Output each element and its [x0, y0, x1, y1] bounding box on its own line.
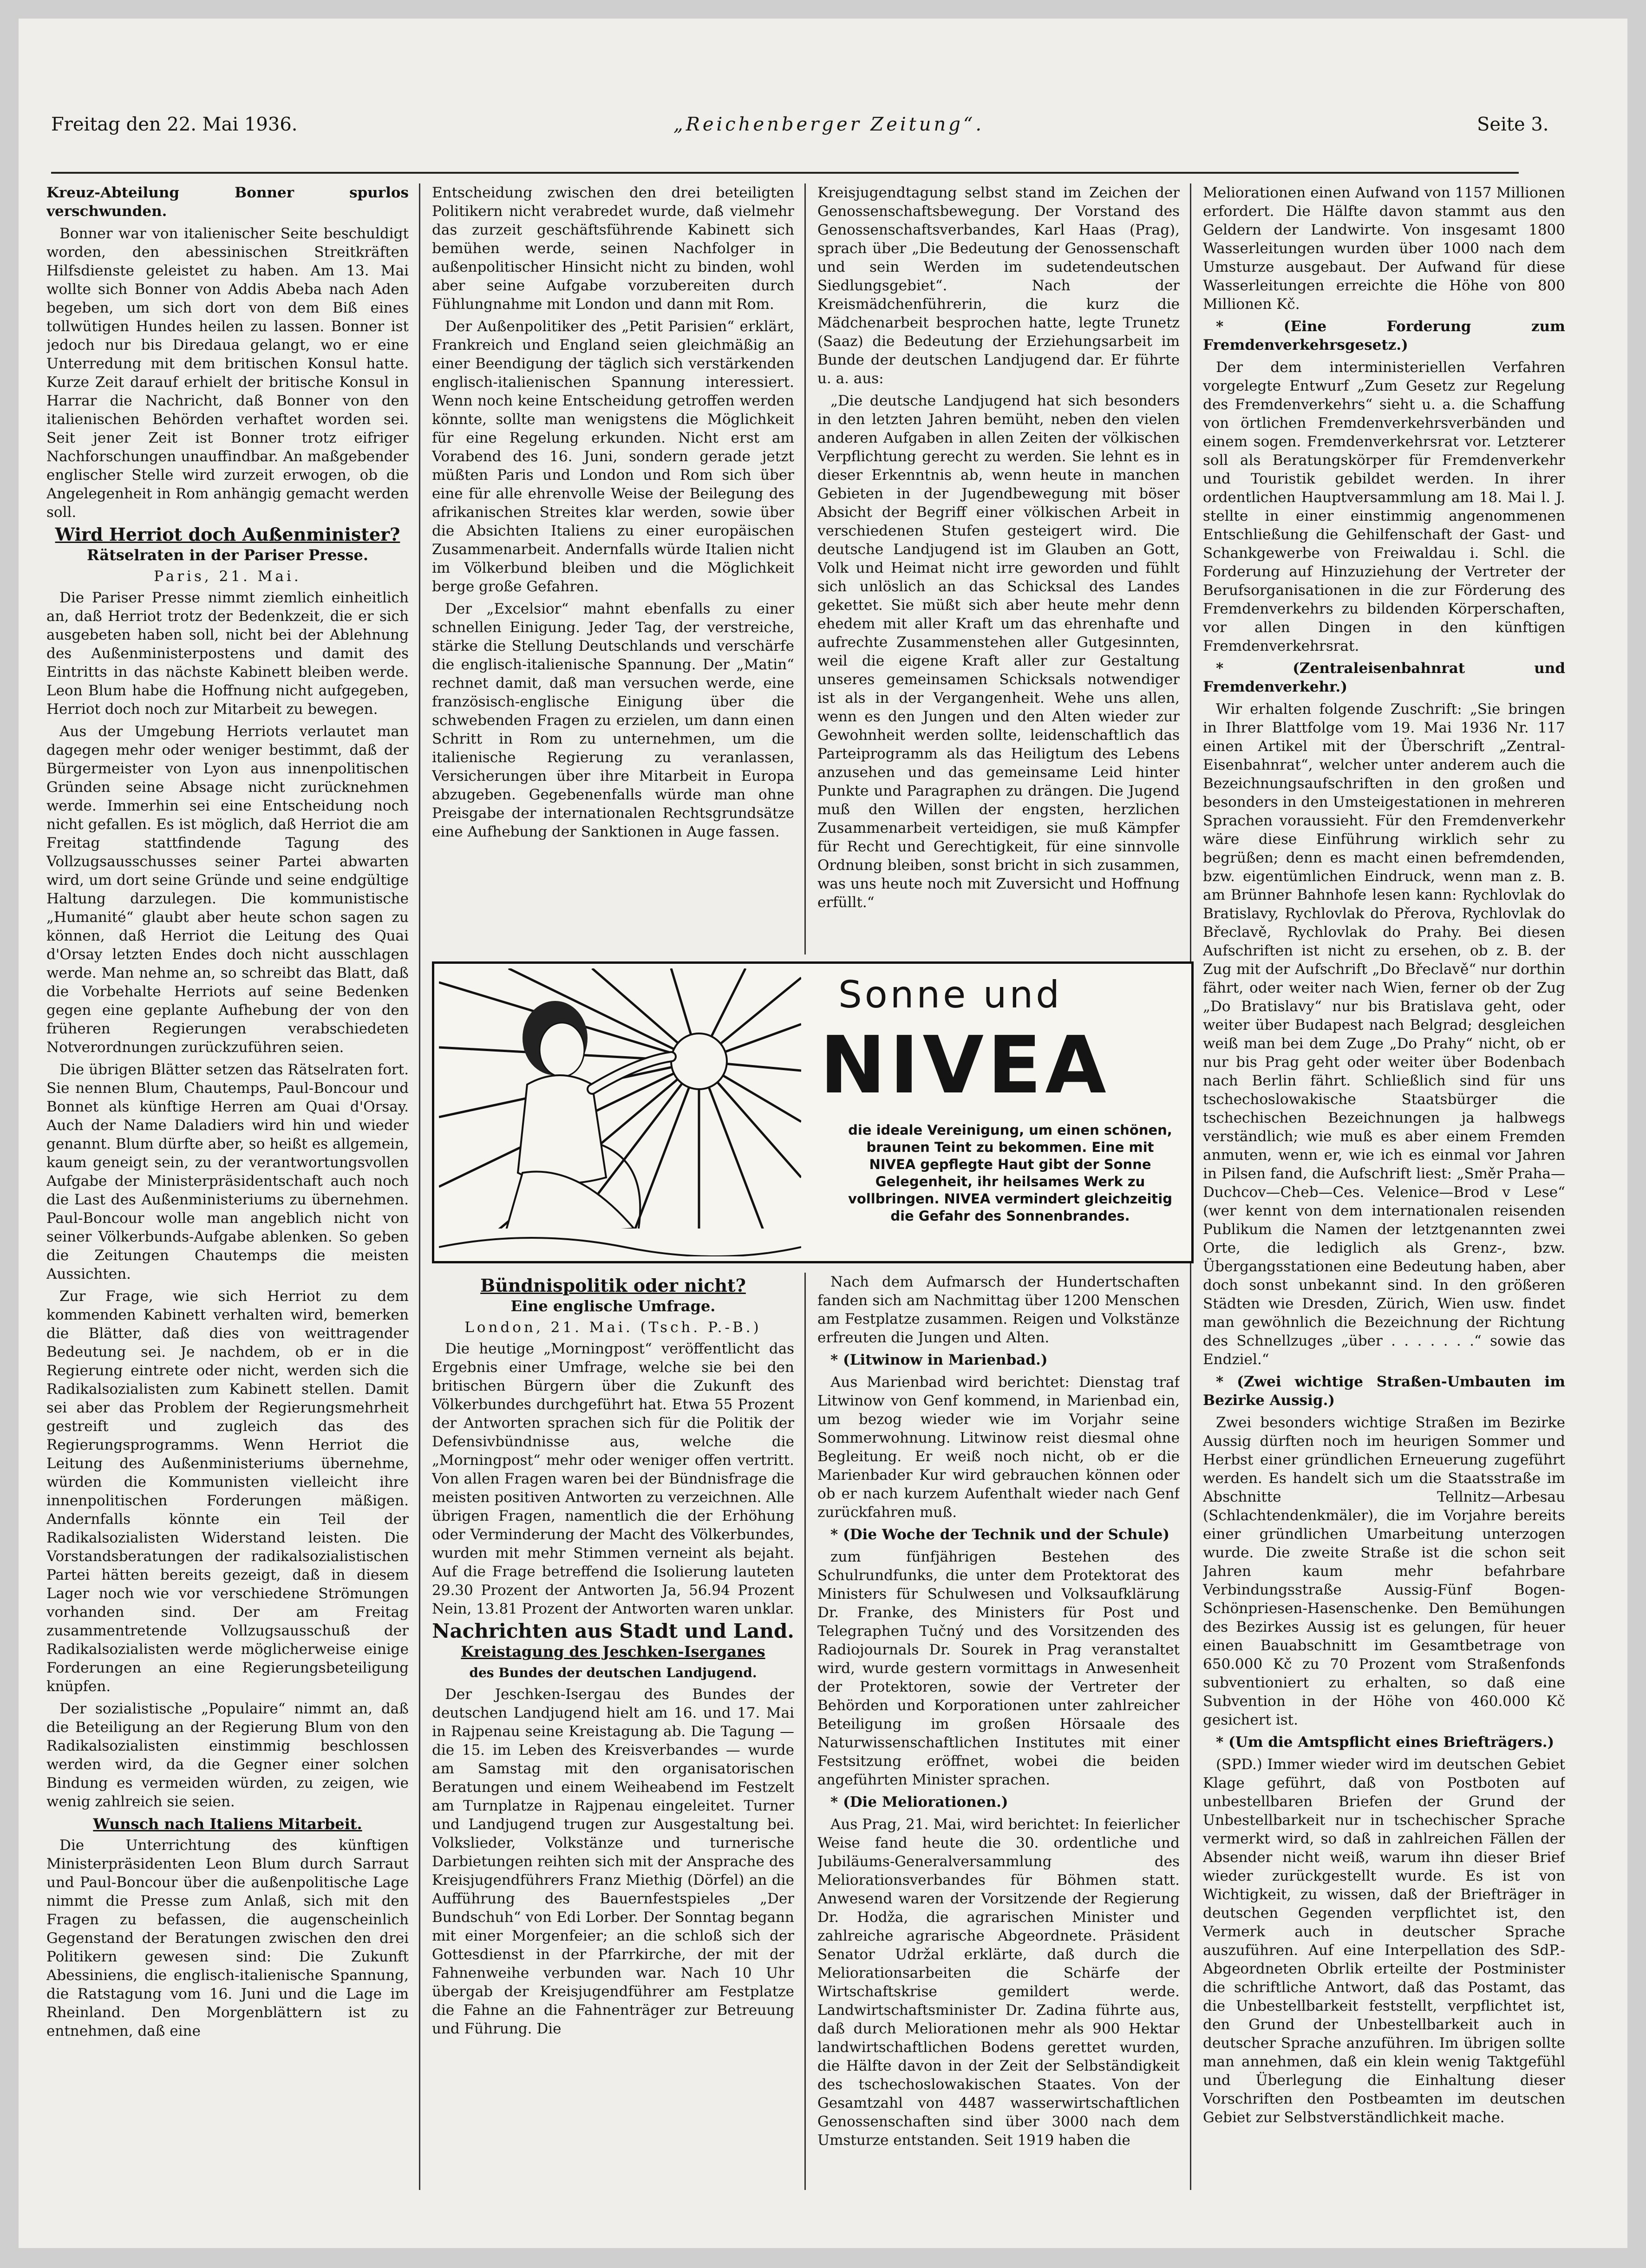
article-paragraph: Nach dem Aufmarsch der Hundertschaften fanden sich am Nachmittag über 1200 Menschen am Festplatze zusammen. Reigen und Volkstänze erfreuten die Jungen und Alten. [817, 1274, 1180, 1346]
ad-title-line-1: Sonne und [838, 973, 1062, 1016]
dateline-paris: Paris, 21. Mai. [154, 568, 301, 585]
heading-amtspflicht: * (Um die Amtspflicht eines Briefträgers.) [1216, 1734, 1555, 1751]
headline-herriot: Wird Herriot doch Außenminister? [55, 524, 400, 545]
article-paragraph: „Die deutsche Landjugend hat sich besonders in den letzten Jahren bemüht, neben den vielen anderen Aufgaben in allen Zeiten der völkischen Verpflichtung gerecht zu werden. Sie lehnt es in dieser Erkenntnis ab, wenn heute in manchen Gebieten in der Jugendbewegung mit böser Absicht der Begriff einer völkischen Arbeit in verschiedenen Stufen gesteigert wird. Die deutsche Landjugend ist im Glauben an Gott, Volk und Heimat nicht irre geworden und fühlt sich unlöslich an das Schicksal des Landes gekettet. Sie müßt sich aber heute mehr denn ehedem mit aller Kraft um das ehrenhafte und aufrechte Zusammenstehen aller Gutgesinnten, weil die eigene Kraft aller zur Gestaltung unseres gemeinsamen Schicksals notwendiger ist als in der Vergangenheit. Wehe uns allen, wenn es den Jungen und den Alten wieder zur Gewohnheit werden sollte, leidenschaftlich das Parteiprogramm als das Heiligtum des Lebens anzusehen und das gemeinsame Leid hinter Punkte und Paragraphen zu drängen. Die Jugend muß den Willen der engsten, herzlichen Zusammenarbeit verteidigen, sie muß Kämpfer für Recht und Gerechtigkeit, für eine sinnvolle Ordnung bleiben, sonst bricht in sich zusammen, was uns heute noch mit Zuversicht und Hoffnung erfüllt.“ [817, 392, 1180, 911]
article-paragraph: Wir erhalten folgende Zuschrift: „Sie bringen in Ihrer Blattfolge vom 19. Mai 1936 Nr. 117 einen Artikel mit der Überschrift „Zentral-Eisenbahnrat“, welcher unter anderem auch die Bezeichnungsaufschriften in den großen und besonders in den Umsteigestationen in mehreren Sprachen voraussieht. Für den Fremdenverkehr wäre diese Einführung wirklich sehr zu begrüßen; denn es macht einen befremdenden, bzw. eigentümlichen Eindruck, wenn man z. B. am Brünner Bahnhofe lesen kann: Rychlovlak do Bratislavy, Rychlovlak do Přerova, Rychlovlak do Břeclavě, Rychlovlak do Prahy. Bei diesen Aufschriften ist nicht zu ersehen, ob z. B. der Zug mit der Aufschrift „Do Břeclavě“ nur dorthin fährt, oder weiter nach Wien, ferner ob der Zug „Do Bratislavy“ nur bis Bratislava geht, oder weiter über Budapest nach Belgrad; desgleichen weiß man bei dem Zuge „Do Prahy“ nicht, ob er nur bis Prag geht oder weiter über Bodenbach nach Berlin fährt. Schließlich sind für uns tschechoslowakische Staatsbürger die tschechischen Bezeichnungen ja halbwegs verständlich; wie muß es aber einem Fremden anmuten, wenn er, wie ich es einmal vor Jahren in Pilsen fand, die Aufschrift liest: „Směr Praha—Duchcov—Cheb—Ces. Velenice—Brod v Lese“ (wer kennt von dem internationalen reisenden Publikum die Namen der letztgenannten zwei Orte, die lediglich als Grenz-, bzw. Übergangsstationen eine Bedeutung haben, aber doch sonst unbekannt sind. In den größeren Städten wie Dresden, Zürich, Wien usw. findet man gewöhnlich die Bezeichnung der Richtung des Schnellzuges „über . . . . . . .“ sowie das Endziel.“ [1203, 701, 1565, 1368]
article-paragraph: Die Pariser Presse nimmt ziemlich einheitlich an, daß Herriot trotz der Bedenkzeit, die er sich ausgebeten haben soll, nicht bei der Ablehnung des Außenministerpostens und damit des Eintritts in das nächste Kabinett bleiben werde. Leon Blum habe die Hoffnung nicht aufgegeben, Herriot doch noch zur Mitarbeit zu bewegen. [46, 589, 409, 718]
heading-fremdenverkehr: * (Eine Forderung zum Fremdenverkehrsgesetz.) [1203, 318, 1565, 353]
column-divider [804, 183, 806, 954]
column-4 [1203, 183, 1565, 2190]
page-header [46, 114, 1549, 151]
sun-icon [671, 1033, 727, 1089]
article-paragraph: Der sozialistische „Populaire“ nimmt an, daß die Beteiligung an der Regierung Blum von den Radikalsozialisten einstimmig beschlossen werden wird, da die Gegner einer solchen Bindung es vermeiden würden, zu zeigen, wie wenig zahlreich sie seien. [46, 1700, 409, 1810]
article-paragraph: Entscheidung zwischen den drei beteiligten Politikern nicht verabredet wurde, daß vielmehr das zurzeit geschäftsführende Kabinett sich bemühen werde, seinen Nachfolger in außenpolitischer Hinsicht nicht zu binden, wohl aber seine Aufgabe vorzubereiten durch Fühlungnahme mit London und dann mit Rom. [432, 184, 794, 313]
article-paragraph: Meliorationen einen Aufwand von 1157 Millionen erfordert. Die Hälfte davon stammt aus den Geldern der Landwirte. Von insgesamt 1800 Wasserleitungen wurden über 1000 nach dem Umsturze ausgebaut. Der Aufwand für diese Wasserleitungen erreichte die Höhe von 800 Millionen Kč. [1203, 184, 1565, 313]
article-paragraph: Zwei besonders wichtige Straßen im Bezirke Aussig dürften noch im heurigen Sommer und Herbst einer gründlichen Erneuerung zugeführt werden. Es handelt sich um die Staatsstraße im Abschnitte Tellnitz—Arbesau (Schlachtendenkmäler), die im Vorjahre bereits einer gründlichen Umarbeitung unterzogen wurde. Die zweite Straße ist die schon seit Jahren kaum mehr befahrbare Verbindungsstraße Aussig-Fünf Bogen-Schönpriesen-Hasenschenke. Den Bemühungen des Bezirkes Aussig ist es gelungen, für heuer einen Bauabschnitt im Gesamtbetrage von 650.000 Kč zu 70 Prozent vom Straßenfonds subventioniert zu erhalten, so daß eine Subvention in der Höhe von 460.000 Kč gesichert ist. [1203, 1414, 1565, 1728]
column-3-top [817, 183, 1180, 954]
subhead-herriot: Rätselraten in der Pariser Presse. [87, 546, 368, 564]
headline-kreistagung: Kreistagung des Jeschken-Iserganes [461, 1643, 765, 1660]
headline-buendnis: Bündnispolitik oder nicht? [480, 1275, 746, 1296]
heading-kreuz: Kreuz-Abteilung Bonner spurlos verschwunden. [46, 184, 409, 220]
article-paragraph: Der Jeschken-Isergau des Bundes der deutschen Landjugend hielt am 16. und 17. Mai in Rajpenau seine Kreistagung ab. Die Tagung — die 15. im Leben des Kreisverbandes — wurde am Samstag mit den organisatorischen Beratungen und einem Weiheabend im Festzelt am Turnplatze in Rajpenau eingeleitet. Turner und Landjugend trugen zur Ausgestaltung bei. Volkslieder, Volkstänze und turnerische Darbietungen reihten sich mit der Ansprache des Kreisjugendführers Franz Miethig (Dörfel) an die Aufführung des Bauernfestspieles „Der Bundschuh“ von Edi Lorber. Der Sonntag begann mit einer Morgenfeier; an die schloß sich der Gottesdienst in der Pfarrkirche, der mit der Fahnenweihe verbunden war. Nach 10 Uhr übergab der Kreisjugendführer am Festplatze die Fahne an die Fahnenträger zur Betreuung und Führung. Die [432, 1686, 794, 2037]
article-paragraph: zum fünfjährigen Bestehen des Schulrundfunks, die unter dem Protektorat des Ministers für Schulwesen und Volksaufklärung Dr. Franke, des Ministers für Post und Telegraphen Tučný und des Vorsitzenden des Radiojournals Dr. Sourek in Prag veranstaltet wird, wurde gestern vormittags in Anwesenheit der Protektoren, sowie der Vertreter der Behörden und Korporationen unter zahlreicher Beteiligung im großen Hörsaale des Naturwissenschaftlichen Institutes mit einer Festsitzung eröffnet, wobei die beiden angeführten Minister sprachen. [817, 1549, 1180, 1788]
heading-litwinow: * (Litwinow in Marienbad.) [830, 1352, 1048, 1368]
header-date: Freitag den 22. Mai 1936. [51, 114, 298, 135]
article-paragraph: Bonner war von italienischer Seite beschuldigt worden, den abessinischen Streitkräften Hilfsdienste geleistet zu haben. Am 13. Mai wollte sich Bonner von Addis Abeba nach Aden begeben, um sich dort von dem Biß eines tollwütigen Hundes heilen zu lassen. Bonner ist jedoch nur bis Diredaua gelangt, wo er eine Unterredung mit dem britischen Konsul hatte. Kurze Zeit darauf erhielt der britische Konsul in Harrar die Nachricht, daß Bonner von den italienischen Behörden verhaftet worden sei. Seit jener Zeit ist Bonner trotz eifriger Nachforschungen unauffindbar. An maßgebender englischer Stelle wird zurzeit erwogen, ob die Angelegenheit in Rom anhängig gemacht werden soll. [46, 225, 409, 521]
dateline-london: London, 21. Mai. (Tsch. P.-B.) [464, 1319, 762, 1336]
heading-zentraleisenbahnrat: * (Zentraleisenbahnrat und Fremdenverkehr.) [1203, 660, 1565, 695]
article-paragraph: Aus Prag, 21. Mai, wird berichtet: In feierlicher Weise fand heute die 30. ordentliche und Jubiläums-Generalversammlung des Meliorationsverbandes für Böhmen statt. Anwesend waren der Vorsitzende der Regierung Dr. Hodža, die agrarischen Minister und zahlreiche agrarische Abgeordnete. Präsident Senator Udržal erklärte, daß durch die Meliorationsarbeiten die Schärfe der Wirtschaftskrise gemildert werde. Landwirtschaftsminister Dr. Zadina führte aus, daß durch Meliorationen mehr als 900 Hektar landwirtschaftlichen Bodens gerettet wurden, die Hälfte davon in der Zeit der Selbständigkeit des tschechoslowakischen Staates. Von der Gesamtzahl von 4487 wasserwirtschaftlichen Genossenschaften sind über 3000 nach dem Umsturze entstanden. Seit 1919 haben die [817, 1816, 1180, 2149]
subhead-buendnis: Eine englische Umfrage. [510, 1297, 716, 1315]
article-paragraph: Die übrigen Blätter setzen das Rätselraten fort. Sie nennen Blum, Chautemps, Paul-Boncour und Bonnet als künftige Herren am Quai d'Orsay. Auch der Name Daladiers wird hin und wieder genannt. Blum dürfte aber, so heißt es allgemein, kaum geneigt sein, zu der verantwortungsvollen Aufgabe der Ministerpräsidentschaft auch noch die Last des Außenministeriums zu übernehmen. Paul-Boncour wolle man angeblich nicht von seiner Völkerbunds-Aufgabe ablenken. So geben die Zeitungen Chautemps die meisten Aussichten. [46, 1061, 409, 1282]
column-divider [804, 1273, 806, 2190]
article-paragraph: Der „Excelsior“ mahnt ebenfalls zu einer schnellen Einigung. Jeder Tag, der verstreiche, stärke die Stellung Deutschlands und verschärfe die englisch-italienische Spannung. Der „Matin“ rechnet damit, daß man versuchen werde, eine französisch-englische Einigung über die schwebenden Fragen zu erzielen, um dann einen Schritt in Rom zu unternehmen, um die italienische Regierung zu veranlassen, Versicherungen über ihre Mitarbeit in Europa abzugeben. Gegebenenfalls würde man ohne Preisgabe der internationalen Rechtsgrundsätze eine Aufhebung der Sanktionen in Auge fassen. [432, 601, 794, 840]
article-paragraph: Die heutige „Morningpost“ veröffentlicht das Ergebnis einer Umfrage, welche sie bei den britischen Bürgern über die Zukunft des Völkerbundes durchgeführt hat. Etwa 55 Prozent der Antworten sprachen sich für die Politik der Defensivbündnisse aus, welche die „Morningpost“ mehr oder weniger offen vertritt. Von allen Fragen waren bei der Bündnisfrage die meisten positiven Antworten zu verzeichnen. Alle übrigen Fragen, namentlich die der Erhöhung oder Verminderung der Macht des Völkerbundes, wurden mit mehr Stimmen verneint als bejaht. Auf die Frage betreffend die Isolierung lauteten 29.30 Prozent der Antworten Ja, 56.94 Prozent Nein, 13.81 Prozent der Antworten waren unklar. [432, 1340, 794, 1617]
heading-meliorationen: * (Die Meliorationen.) [830, 1794, 1008, 1810]
article-paragraph: Kreisjugendtagung selbst stand im Zeichen der Genossenschaftsbewegung. Der Vorstand des Genossenschaftsverbandes, Karl Haas (Prag), sprach über „Die Bedeutung der Genossenschaft und sein Werden im sudetendeutschen Siedlungsgebiet“. Nach der Kreismädchenführerin, die kurz die Mädchenarbeit besprochen hatte, legte Trunetz (Saaz) die Bedeutung der Erziehungsarbeit im Bunde der deutschen Landjugend dar. Er führte u. a. aus: [817, 184, 1180, 387]
section-header-nachrichten: Nachrichten aus Stadt und Land. [432, 1620, 794, 1642]
article-paragraph: Aus der Umgebung Herriots verlautet man dagegen mehr oder weniger bestimmt, daß der Bürgermeister von Lyon aus innenpolitischen Gründen seine Absage nicht zurücknehmen werde. Immerhin sei eine Entscheidung noch nicht gefallen. Es ist möglich, daß Herriot die am Freitag stattfindende Tagung des Vollzugsausschusses seiner Partei abwarten wird, um dort seine Gründe und seine endgültige Haltung darzulegen. Die kommunistische „Humanité“ glaubt aber heute schon sagen zu können, daß Herriot die Leitung des Quai d'Orsay letzten Endes doch nicht ausschlagen werde. Man nehme an, so schreibt das Blatt, daß die Vorbehalte Herriots auf seine Bedenken gegen eine geplante Aufhebung der von den früheren Regierungen verabschiedeten Notverordnungen zurückzuführen seien. [46, 723, 409, 1056]
subhead-kreistagung: des Bundes der deutschen Landjugend. [469, 1665, 757, 1680]
header-page-number: Seite 3. [1477, 114, 1549, 135]
header-paper-title: „Reichenberger Zeitung“. [673, 114, 985, 135]
article-paragraph: Der Außenpolitiker des „Petit Parisien“ erklärt, Frankreich und England seien gleichmäßig an einer Beendigung der täglich sich verstärkenden englisch-italienischen Spannung interessiert. Wenn noch keine Entscheidung getroffen werden könnte, sollte man wenigstens die Möglichkeit für eine Regelung erkunden. Nicht erst am Vorabend des 16. Juni, sondern gerade jetzt müßten Paris und London und Rom sich über eine für alle ehrenvolle Weise der Beilegung des afrikanischen Streites klar werden, sowie über die Absichten Italiens zu einer europäischen Zusammenarbeit. Andernfalls würde Italien nicht im Völkerbund bleiben und die Möglichkeit berge große Gefahren. [432, 318, 794, 595]
heading-strassen: * (Zwei wichtige Straßen-Umbauten im Bezirke Aussig.) [1203, 1373, 1565, 1409]
article-paragraph: Zur Frage, wie sich Herriot zu dem kommenden Kabinett verhalten wird, bemerken die Blätter, daß dies von weittragender Bedeutung sei. Je nachdem, ob er in die Regierung eintrete oder nicht, werden sich die Radikalsozialisten zum Kabinett stellen. Damit sei aber das Problem der Regierungsmehrheit gestreift und zugleich das des Regierungsprogramms. Wenn Herriot die Leitung des Außenministeriums übernehme, würden die Kommunisten vielleicht ihre innenpolitischen Forderungen mäßigen. Andernfalls könnte ein Teil der Radikalsozialisten Widerstand leisten. Die Vorstandsberatungen der radikalsozialistischen Partei hätten bereits gezeigt, daß in diesem Lager noch wie vor verschiedene Strömungen vorhanden sind. Der am Freitag zusammentretende Vollzugsausschuß der Radikalsozialisten werde möglicherweise einige Forderungen an eine Regierungsbeteiligung knüpfen. [46, 1288, 409, 1695]
article-paragraph: Der dem interministeriellen Verfahren vorgelegte Entwurf „Zum Gesetz zur Regelung des Fremdenverkehrs“ sieht u. a. die Schaffung von örtlichen Fremdenverkehrsverbänden und einem sogen. Fremdenverkehrsrat vor. Letzterer soll als Beratungskörper für Fremdenverkehr und Touristik gebildet werden. In ihrer ordentlichen Hauptversammlung am 18. Mai l. J. stellte in einer einstimmig angenommenen Entschließung die Gehilfenschaft der Gast- und Schankgewerbe von Freiwaldau i. Schl. die Forderung auf Hinzuziehung der Vertreter der Berufsorganisationen in die zur Förderung des Fremdenverkehrs zu bildenden Körperschaften, vor allen Dingen in den künftigen Fremdenverkehrsrat. [1203, 359, 1565, 654]
ad-body-text: die ideale Vereinigung, um einen schönen, braunen Teint zu bekommen. Eine mit NIVEA gepflegte Haut gibt der Sonne Gelegenheit, ihr heilsames Werk zu vollbringen. NIVEA vermindert gleichzeitig die Gefahr des Sonnenbrandes. [848, 1122, 1172, 1224]
ad-brand-logo: NIVEA [820, 1020, 1110, 1111]
nivea-advertisement [432, 961, 1194, 1263]
sun-rays-illustration [439, 968, 801, 1256]
article-paragraph: (SPD.) Immer wieder wird im deutschen Gebiet Klage geführt, daß von Postboten auf unbestellbaren Briefen der Grund der Unbestellbarkeit nur in tschechischer Sprache vermerkt wird, so daß in zahlreichen Fällen der Absender nicht weiß, warum ihn dieser Brief wieder zurückgestellt wurde. Es ist von Wichtigkeit, zu wissen, daß der Briefträger in deutschen Gegenden verpflichtet ist, den Vermerk auch in deutscher Sprache auszuführen. Auf eine Interpellation des SdP.-Abgeordneten Obrlik erteilte der Postminister die schriftliche Antwort, daß das Postamt, das die Unbestellbarkeit feststellt, verpflichtet ist, den Grund der Unbestellbarkeit auch in deutscher Sprache anzuführen. Im übrigen sollte man annehmen, daß ein klein wenig Taktgefühl und Überlegung die Einhaltung dieser Vorschriften den Postbeamten im deutschen Gebiet zur Selbstverständlichkeit mache. [1203, 1756, 1565, 2126]
column-1 [46, 183, 409, 2190]
column-divider [419, 183, 420, 2190]
subhead-wunsch: Wunsch nach Italiens Mitarbeit. [93, 1815, 362, 1833]
article-paragraph: Aus Marienbad wird berichtet: Dienstag traf Litwinow von Genf kommend, in Marienbad ein, um bezog wieder wie im Vorjahr seine Sommerwohnung. Litwinow reist diesmal ohne Begleitung. Er weiß noch nicht, ob er die Marienbader Kur wird gebrauchen können oder ob er nach kurzem Aufenthalt wieder nach Genf zurückfahren muß. [817, 1374, 1180, 1521]
newspaper-page [19, 19, 1627, 2248]
column-2-bottom [432, 1273, 794, 2190]
heading-technik: * (Die Woche der Technik und der Schule) [830, 1526, 1170, 1543]
column-2-top [432, 183, 794, 954]
column-3-bottom [817, 1273, 1180, 2190]
article-paragraph: Die Unterrichtung des künftigen Ministerpräsidenten Leon Blum durch Sarraut und Paul-Boncour über die außenpolitische Lage nimmt die Presse zum Anlaß, sich mit den Fragen zu befassen, die augenscheinlich Gegenstand der Beratungen zwischen den drei Politikern gewesen sind: Die Zukunft Abessiniens, die englisch-italienische Spannung, die Ratstagung vom 16. Juni und die Lage im Rheinland. Den Morgenblättern ist zu entnehmen, daß eine [46, 1837, 409, 2039]
header-rule [51, 172, 1519, 174]
